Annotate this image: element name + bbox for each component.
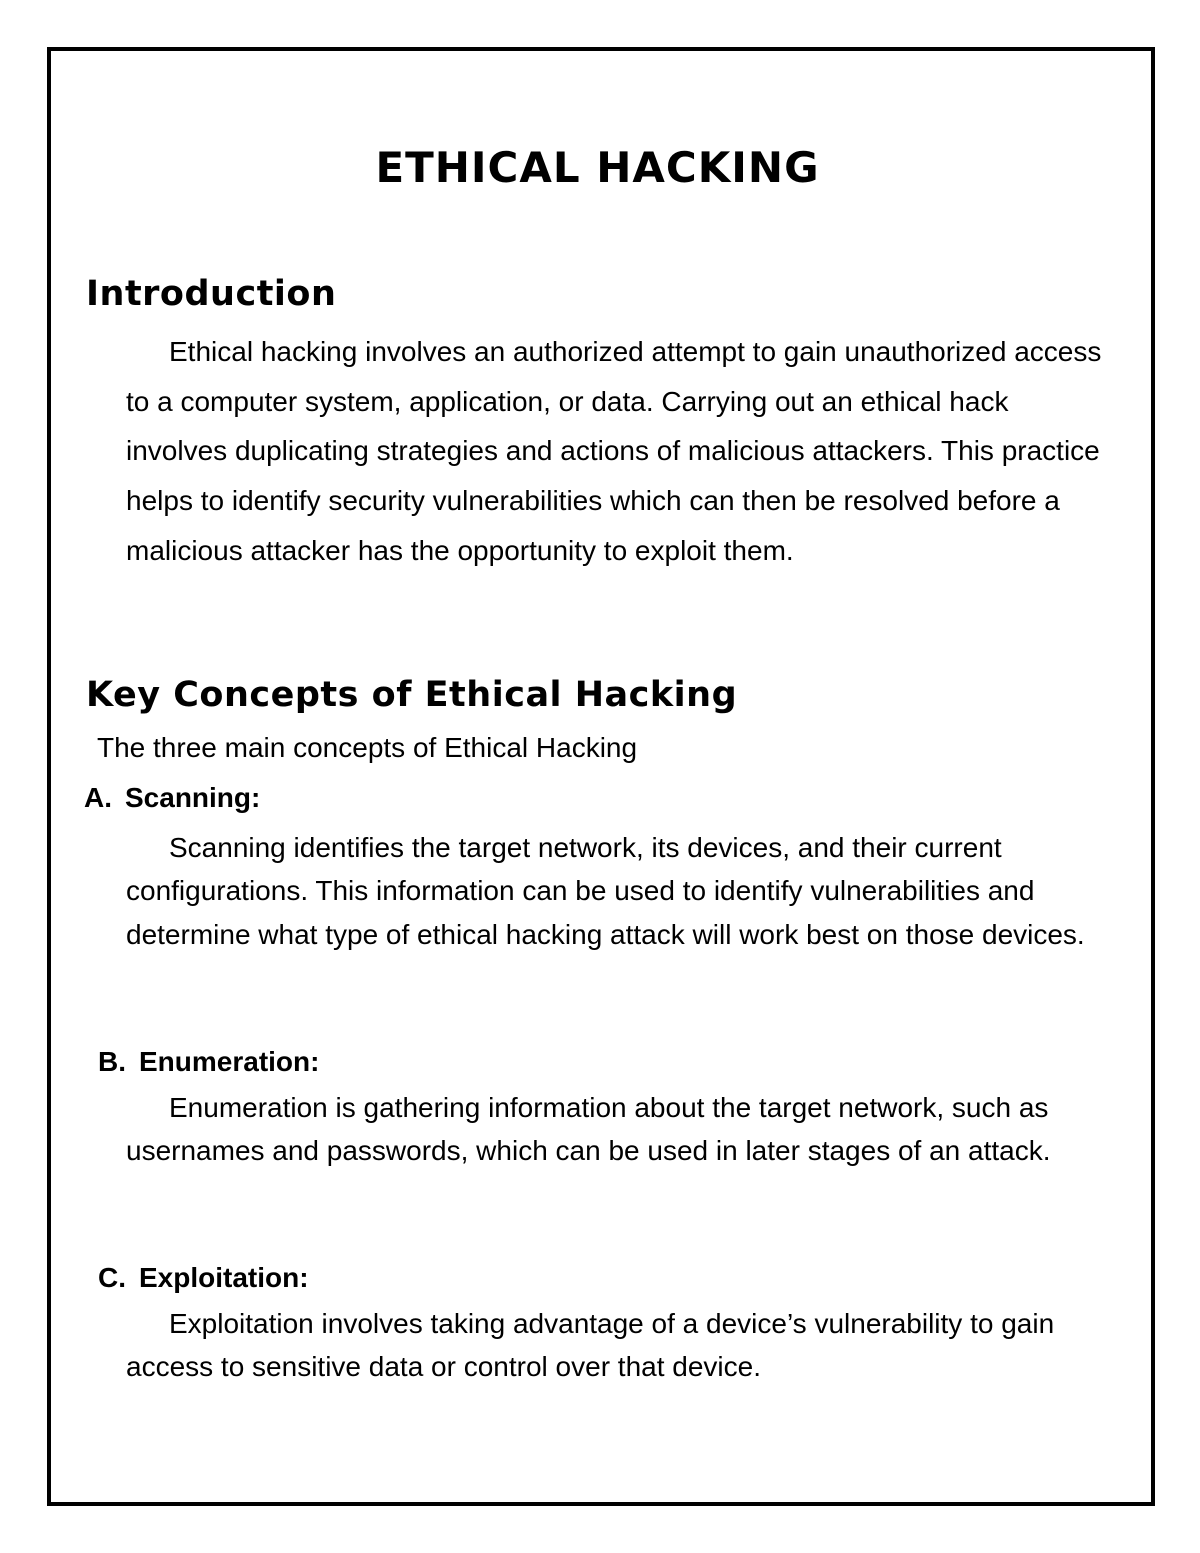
concept-text-enumeration: Enumeration is gathering information about the target network, such as usernames and passwords, which can be used in later stages of an attack. <box>126 1092 1051 1167</box>
concept-title: Exploitation: <box>139 1262 309 1293</box>
concept-title: Enumeration: <box>139 1046 320 1077</box>
concept-heading-exploitation <box>98 1258 309 1298</box>
concept-letter: B. <box>98 1046 126 1077</box>
concept-text-scanning: Scanning identifies the target network, its devices, and their current configurations. This information can be used to identify vulnerabilities and determine what type of ethical hacking attack will work best on those devices. <box>126 832 1085 950</box>
introduction-paragraph: Ethical hacking involves an authorized attempt to gain unauthorized access to a computer system, application, or data. Carrying out an ethical hack involves duplicating strategies and actions of malicious attackers. This practice helps to identify security vulnerabilities which can then be resolved before a malicious attacker has the opportunity to exploit them. <box>126 336 1102 566</box>
concept-letter: A. <box>84 782 112 813</box>
concept-letter: C. <box>98 1262 126 1293</box>
introduction-heading: Introduction <box>86 274 337 314</box>
concept-heading-enumeration <box>98 1042 319 1082</box>
key-concepts-heading: Key Concepts of Ethical Hacking <box>86 675 738 715</box>
document-title: ETHICAL HACKING <box>375 143 820 192</box>
concept-heading-scanning <box>84 778 260 818</box>
concept-title: Scanning: <box>125 782 261 813</box>
concept-text-exploitation: Exploitation involves taking advantage of a device’s vulnerability to gain access to sensitive data or control over that device. <box>126 1308 1055 1383</box>
key-concepts-lead: The three main concepts of Ethical Hacking <box>97 732 638 763</box>
